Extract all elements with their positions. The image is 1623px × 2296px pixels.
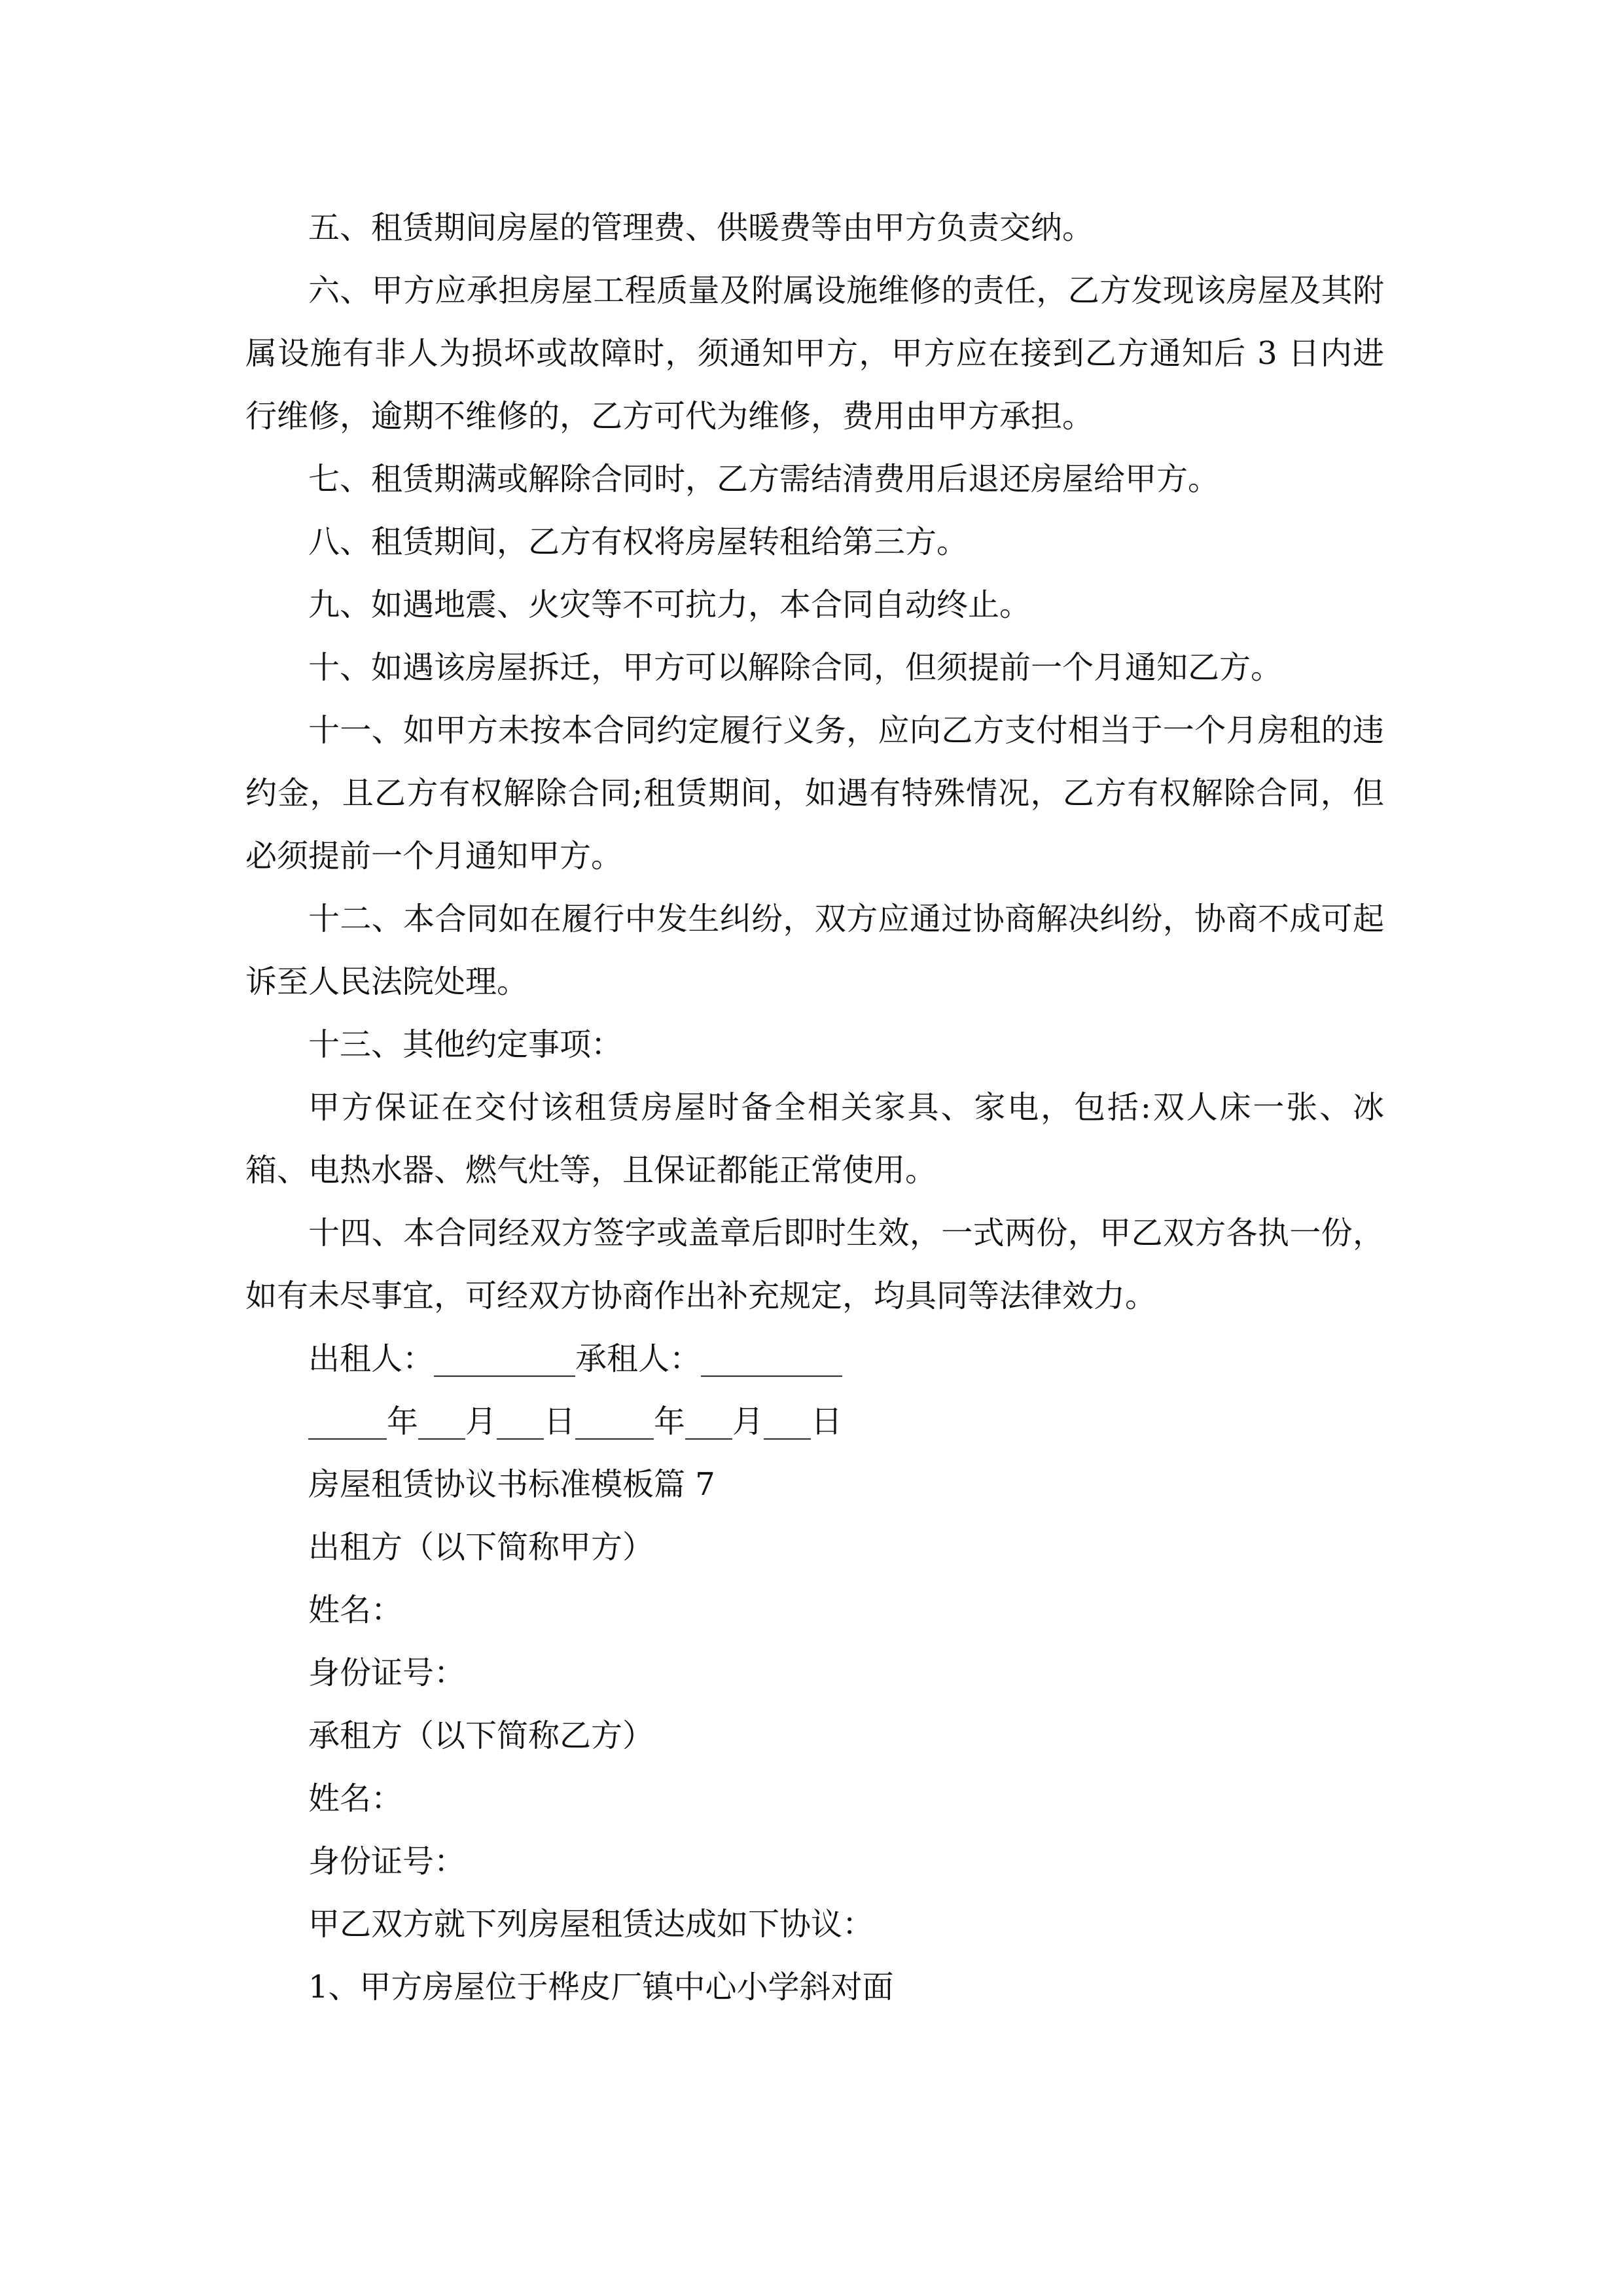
agreement-item-1: 1、甲方房屋位于桦皮厂镇中心小学斜对面 [308,1969,894,2005]
lessor-name-label: 姓名： [308,1592,403,1628]
clause-9: 九、如遇地震、火灾等不可抗力，本合同自动终止。 [308,586,1031,623]
lessor-id-label: 身份证号： [308,1655,466,1691]
clause-6: 六、甲方应承担房屋工程质量及附属设施维修的责任，乙方发现该房屋及其附属设施有非人为损坏或故障时，须通知甲方，甲方应在接到乙方通知后 3 日内进行维修，逾期不维修的，乙方可代为维修，费用由甲方承担。 [245,272,1384,435]
lessee-id-label: 身份证号： [308,1843,466,1880]
signature-line: 出租人：_________承租人：_________ [308,1340,843,1377]
agreement-intro: 甲乙双方就下列房屋租赁达成如下协议： [308,1906,874,1943]
section-title: 房屋租赁协议书标准模板篇 7 [308,1466,715,1503]
clause-12: 十二、本合同如在履行中发生纠纷，双方应通过协商解决纠纷，协商不成可起诉至人民法院处理。 [245,901,1384,1000]
clause-13: 十三、其他约定事项： [308,1026,623,1063]
clause-7: 七、租赁期满或解除合同时，乙方需结清费用后退还房屋给甲方。 [308,461,1220,497]
lessee-heading: 承租方（以下简称乙方） [308,1717,654,1754]
clause-14: 十四、本合同经双方签字或盖章后即时生效，一式两份，甲乙双方各执一份，如有未尽事宜，可经双方协商作出补充规定，均具同等法律效力。 [245,1215,1384,1314]
clause-10: 十、如遇该房屋拆迁，甲方可以解除合同，但须提前一个月通知乙方。 [308,649,1283,686]
lessee-name-label: 姓名： [308,1780,403,1817]
clause-8: 八、租赁期间，乙方有权将房屋转租给第三方。 [308,524,969,560]
lessor-heading: 出租方（以下简称甲方） [308,1529,654,1566]
date-line: _____年___月___日_____年___月___日 [308,1403,843,1440]
clause-5: 五、租赁期间房屋的管理费、供暖费等由甲方负责交纳。 [308,209,1094,246]
clause-13-detail: 甲方保证在交付该租赁房屋时备全相关家具、家电，包括:双人床一张、冰箱、电热水器、燃气灶等，且保证都能正常使用。 [245,1089,1384,1189]
clause-11: 十一、如甲方未按本合同约定履行义务，应向乙方支付相当于一个月房租的违约金，且乙方有权解除合同;租赁期间，如遇有特殊情况，乙方有权解除合同，但必须提前一个月通知甲方。 [245,712,1384,874]
document-body [245,196,1384,2018]
